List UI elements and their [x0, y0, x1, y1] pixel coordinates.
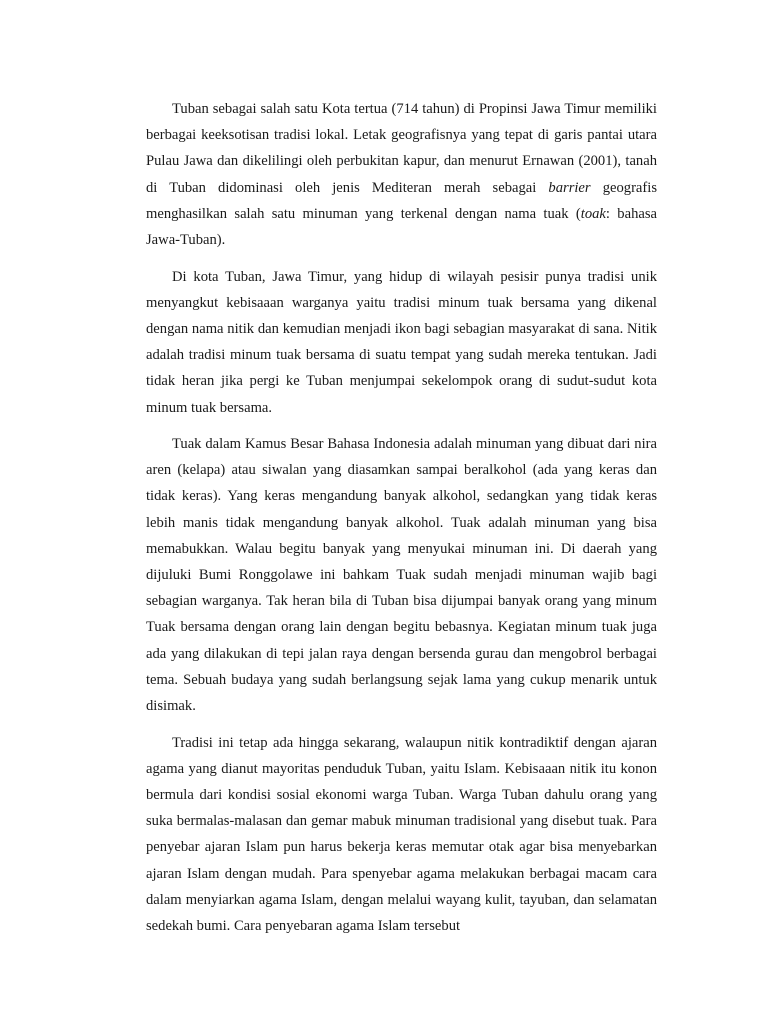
paragraph-2 — [146, 264, 657, 421]
paragraph-1-italic-toak: toak — [580, 205, 606, 222]
paragraph-3-text: Tuak dalam Kamus Besar Bahasa Indonesia adalah minuman yang dibuat dari nira aren (kelapa) atau siwalan yang diasamkan sampai beralkohol (ada yang keras dan tidak keras). Yang keras mengandung banyak alkohol, sedangkan yang tidak keras lebih manis tidak mengandung banyak alkohol. Tuak adalah minuman yang bisa memabukkan. Walau begitu banyak yang menyukai minuman ini. Di daerah yang dijuluki Bumi Ronggolawe ini bahkam Tuak sudah menjadi minuman wajib bagi sebagian warganya. Tak heran bila di Tuban bisa dijumpai banyak orang yang minum Tuak bersama dengan orang lain dengan begitu bebasnya. Kegiatan minum tuak juga ada yang dilakukan di tepi jalan raya dengan bersenda gurau dan mengobrol berbagai tema. Sebuah budaya yang sudah berlangsung sejak lama yang cukup menarik untuk disimak. — [146, 436, 657, 715]
paragraph-1 — [146, 96, 657, 253]
document-body — [146, 96, 657, 939]
paragraph-3 — [146, 431, 657, 719]
paragraph-1-text-2: geografis menghasilkan salah satu minuman yang terkenal dengan nama tuak ( — [146, 179, 657, 222]
paragraph-4 — [146, 730, 657, 940]
paragraph-1-italic-barrier: barrier — [548, 179, 591, 196]
paragraph-2-text: Di kota Tuban, Jawa Timur, yang hidup di wilayah pesisir punya tradisi unik menyangkut kebisaaan warganya yaitu tradisi minum tuak bersama yang dikenal dengan nama nitik dan kemudian menjadi ikon bagi sebagian masyarakat di sana. Nitik adalah tradisi minum tuak bersama di suatu tempat yang sudah mereka tentukan. Jadi tidak heran jika pergi ke Tuban menjumpai sekelompok orang di sudut-sudut kota minum tuak bersama. — [146, 268, 657, 416]
paragraph-1-text-1: Tuban sebagai salah satu Kota tertua (714 tahun) di Propinsi Jawa Timur memiliki berbagai keeksotisan tradisi lokal. Letak geografisnya yang tepat di garis pantai utara Pulau Jawa dan dikelilingi oleh perbukitan kapur, dan menurut Ernawan (2001), tanah di Tuban didominasi oleh jenis Mediteran merah sebagai — [146, 101, 657, 196]
paragraph-4-text: Tradisi ini tetap ada hingga sekarang, walaupun nitik kontradiktif dengan ajaran agama yang dianut mayoritas penduduk Tuban, yaitu Islam. Kebisaaan nitik itu konon bermula dari kondisi sosial ekonomi warga Tuban. Warga Tuban dahulu orang yang suka bermalas-malasan dan gemar mabuk minuman tradisional yang disebut tuak. Para penyebar ajaran Islam pun harus bekerja keras memutar otak agar bisa menyebarkan ajaran Islam dengan mudah. Para spenyebar agama melakukan berbagai macam cara dalam menyiarkan agama Islam, dengan melalui wayang kulit, tayuban, dan selamatan sedekah bumi. Cara penyebaran agama Islam tersebut — [146, 734, 657, 934]
paragraph-1-text-3: : bahasa Jawa-Tuban). — [146, 205, 657, 249]
